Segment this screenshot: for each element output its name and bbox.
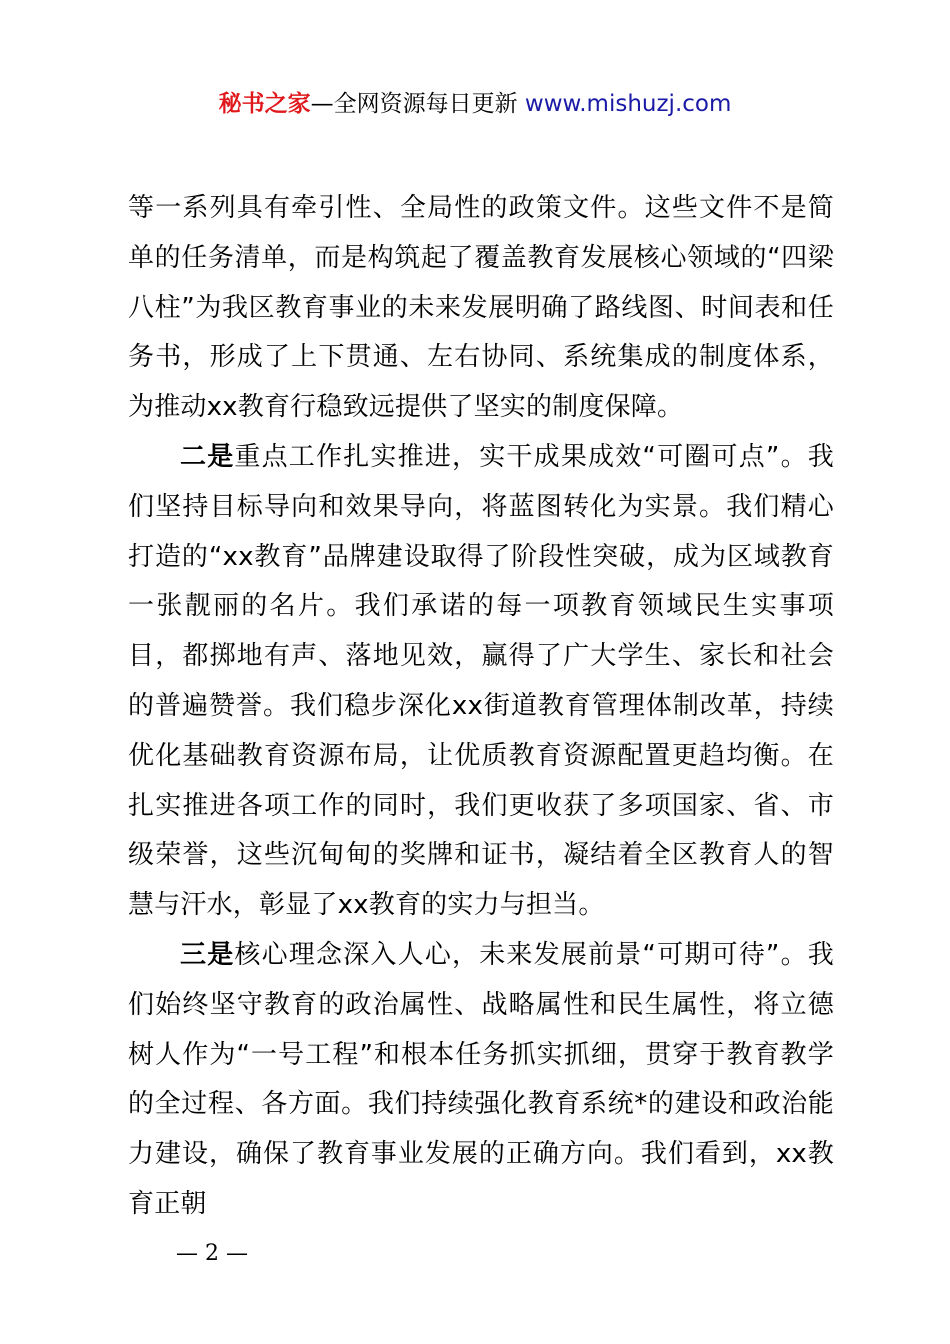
header-tagline: —全网资源每日更新	[310, 91, 525, 117]
paragraph-point-two	[128, 433, 834, 931]
paragraph-continuation	[128, 184, 834, 433]
site-url[interactable]: www.mishuzj.com	[524, 91, 732, 117]
paragraph-text: 等一系列具有牵引性、全局性的政策文件。这些文件不是简单的任务清单，而是构筑起了覆盖教育发展核心领域的“四梁八柱”为我区教育事业的未来发展明确了路线图、时间表和任务书，形成了上下贯通、左右协同、系统集成的制度体系，为推动xx教育行稳致远提供了坚实的制度保障。	[128, 193, 834, 423]
site-header	[0, 86, 950, 122]
brand-name: 秘书之家	[218, 91, 311, 117]
paragraph-lead: 二是	[180, 441, 235, 472]
paragraph-text: 核心理念深入人心，未来发展前景“可期可待”。我们始终坚守教育的政治属性、战略属性和民生属性，将立德树人作为“一号工程”和根本任务抓实抓细，贯穿于教育教学的全过程、各方面。我们持续强化教育系统*的建设和政治能力建设，确保了教育事业发展的正确方向。我们看到，xx教育正朝	[128, 939, 834, 1219]
page-number: — 2 —	[176, 1241, 248, 1266]
paragraph-point-three	[128, 931, 834, 1230]
paragraph-lead: 三是	[180, 939, 235, 970]
document-body	[128, 184, 834, 1230]
paragraph-text: 重点工作扎实推进，实干成果成效“可圈可点”。我们坚持目标导向和效果导向，将蓝图转化为实景。我们精心打造的“xx教育”品牌建设取得了阶段性突破，成为区域教育一张靓丽的名片。我们承诺的每一项教育领域民生实事项目，都掷地有声、落地见效，赢得了广大学生、家长和社会的普遍赞誉。我们稳步深化xx街道教育管理体制改革，持续优化基础教育资源布局，让优质教育资源配置更趋均衡。在扎实推进各项工作的同时，我们更收获了多项国家、省、市级荣誉，这些沉甸甸的奖牌和证书，凝结着全区教育人的智慧与汗水，彰显了xx教育的实力与担当。	[128, 441, 834, 921]
